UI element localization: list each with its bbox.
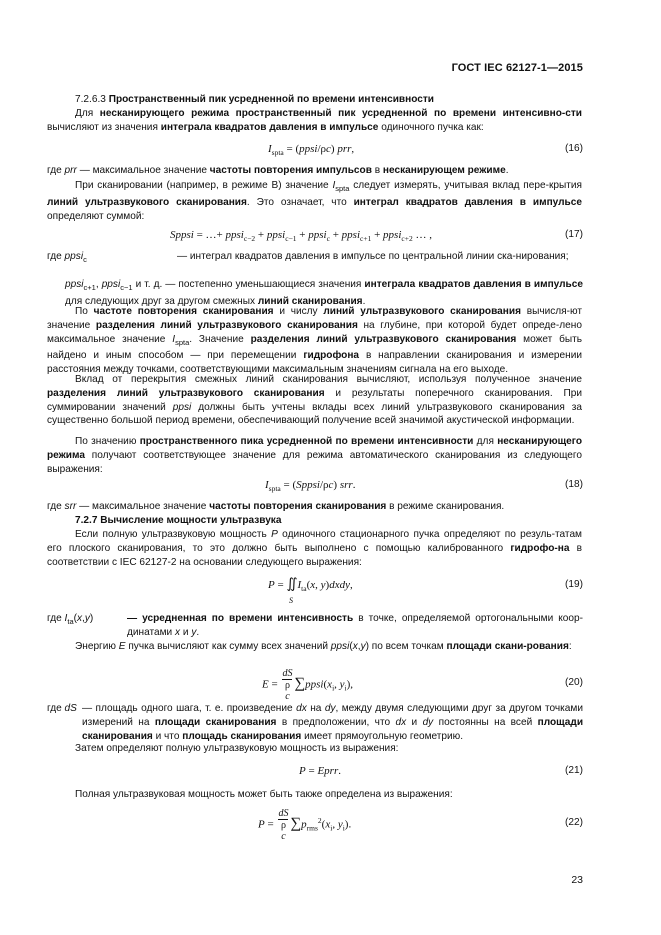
paragraph-7: Энергию E пучка вычисляют как сумму всех значений ppsi(x,y) по всем точкам площади скани-рования: — [75, 641, 572, 652]
definition-20-text: — площадь одного шага, т. е. произведение dx на dy, между двумя следующими друг за другом точками измерений на площади сканирования в предположении, что dx и dy постоянны на всей площади сканирования и что площадь сканирования имеет прямоугольную геометрию. — [82, 703, 584, 742]
definition-19-text: — усредненная по времени интенсивность в точке, определяемой ортогональными коор-динатами x и y. — [127, 613, 584, 638]
paragraph-3: По частоте повторения сканирования и числу линий ультразвукового сканирования вычисля-ют значение разделения линий ультразвукового сканирования на глубине, при которой будет опреде-лено максимальное значение $I_{spta}$. Значение разделения линий ультразвукового сканирования может быть найдено и иным способом — при перемещении гидрофона в направлении сканирования и измерении расстояния между точками, соответствующими максимальным значениям сигнала на его выходе. — [47, 306, 583, 376]
equation-19-number: (19) — [565, 579, 583, 590]
paragraph-9: Полная ультразвуковая мощность может быть также определена из выражения: — [75, 789, 453, 800]
definition-17a-text: — интеграл квадратов давления в импульсе по центральной линии ска-нирования; — [177, 251, 569, 262]
definition-17a-symbol: где ppsi$_c$ — [47, 251, 87, 265]
equation-22-number: (22) — [565, 817, 583, 828]
paragraph-8: Затем определяют полную ультразвуковую мощность из выражения: — [75, 743, 399, 754]
definition-18: где srr — максимальное значение частоты повторения сканирования в режиме сканирования. — [47, 501, 505, 512]
equation-17-number: (17) — [565, 229, 583, 240]
section-7263-heading: 7.2.6.3 Пространственный пик усредненной по времени интенсивности — [75, 94, 435, 105]
section-727-heading: 7.2.7 Вычисление мощности ультразвука — [75, 515, 282, 526]
definition-19-symbol: где $I_{ta}(x,y)$ — [47, 613, 94, 627]
equation-16-number: (16) — [565, 143, 583, 154]
paragraph-4: Вклад от перекрытия смежных линий сканирования вычисляют, используя полученное значение разделения линий ультразвукового сканирования и результаты поперечного сканирования. При суммировании значений ppsi должны быть учтены вклады всех линий ультразвукового сканирования за существенно большой период времени, обеспечивающий получение всей значимой акустической информации. — [47, 374, 583, 427]
equation-20-number: (20) — [565, 677, 583, 688]
standard-header: ГОСТ IEC 62127-1—2015 — [451, 62, 583, 74]
definition-16: где prr — максимальное значение частоты повторения импульсов в несканирующем режиме. — [47, 165, 509, 176]
equation-21-number: (21) — [565, 765, 583, 776]
definition-20-symbol: где dS — [47, 703, 77, 714]
paragraph-1: Для несканирующего режима пространственный пик усредненной по времени интенсивно-сти вычисляют из значения интеграла квадратов давления в импульсе одиночного пучка как: — [47, 108, 582, 133]
document-page: ГОСТ IEC 62127-1—2015 7.2.6.3 Пространственный пик усредненной по времени интенсивности Для несканирующего режима пространственный пик усредненной по времени интенсивно-сти вычисляют из значения интеграла квадратов давления в импульсе одиночного пучка как: $I_{spta}$ = (ppsi/ρc) prr, (16) где prr — максимальное значение частоты повторения импульсов в несканирующем режиме. При сканировании (например, в режиме B) значение $I_{spta}$ следует измерять, учитывая вклад пере-крытия линий ультразвукового сканирования. Это означает, что интеграл квадратов давления в импульсе определяют суммой: Sppsi = …+ ppsi$_{c-2}$ + ppsi$_{c-1}$ + ppsi$_c$ + ppsi$_{c+1}$ + ppsi$_{c+2}$ … , (17) где ppsi$_c$ — интеграл квадратов давления в импульсе по центральной линии ска-нирования; ppsi$_{c+1}$, ppsi$_{c-1}$ и т. д. — постепенно уменьшающиеся значения интеграла квадратов давления в импульсе для следующих друг за другом смежных линий сканирования. По частоте повторения сканирования и числу линий ультразвукового сканирования вычисля-ют значение разделения линий ультразвукового сканирования на глубине, при которой будет опреде-лено максимальное значение $I_{spta}$. Значение разделения линий ультразвукового сканирования может быть найдено и иным способом — при перемещении гидрофона в направлении сканирования и измерении расстояния между точками, соответствующими максимальным значениям сигнала на его выходе. Вклад от перекрытия смежных линий сканирования вычисляют, используя полученное значение разделения линий ультразвукового сканирования и результаты поперечного сканирования. При суммировании значений ppsi должны быть учтены вклады всех линий ультразвукового сканирования за существенно большой период времени, обеспечивающий получение всей значимой акустической информации. По значению пространственного пика усредненной по времени интенсивности для несканирующего режима получают соответствующее значение для режима автоматического сканирования из следующего выражения: $I_{spta}$ = (Sppsi/ρc) srr. (18) где srr — максимальное значение частоты повторения сканирования в режиме сканирования. 7.2.7 Вычисление мощности ультразвука Если полную ультразвуковую мощность P одиночного стационарного пучка определяют по резуль-татам его плоского сканирования, то это должно быть выполнено с помощью калиброванного гидрофо-на в соответствии с IEC 62127-2 на основании следующего выражения: $P = ∬I_{ta}(x$, y)dxdy, S (19) где $I_{ta}(x,y)$ — усредненная по времени интенсивность в точке, определяемой ортогональными коор-динатами x и y. Энергию E пучка вычисляют как сумму всех значений ppsi(x,y) по всем точкам площади скани-рования: E = dS ρ c $\sum ppsi(x_i$, $y_i$), (20) где dS — площадь одного шага, т. е. произведение dx на dy, между двумя следующими друг за другом точками измерений на площади сканирования в предположении, что dx и dy постоянны на всей площади сканирования и что площадь сканирования имеет прямоугольную геометрию. Затем определяют полную ультразвуковую мощность из выражения: P = Eprr. (21) Полная ультразвуковая мощность может быть также определена из выражения: P = dS ρ c $\sum p_{rms}^2(x_i$, $y_i$). (22) 23 — [47, 62, 584, 886]
section-7263-title: Пространственный пик усредненной по времени интенсивности — [108, 94, 435, 105]
equation-18-number: (18) — [565, 479, 583, 490]
definition-17b: ppsi$_{c+1}$, ppsi$_{c-1}$ и т. д. — постепенно уменьшающиеся значения интеграла квадратов давления в импульсе для следующих друг за другом смежных линий сканирования. — [65, 279, 583, 307]
paragraph-2: При сканировании (например, в режиме B) значение $I_{spta}$ следует измерять, учитывая вклад пере-крытия линий ультразвукового сканирования. Это означает, что интеграл квадратов давления в импульсе определяют суммой: — [47, 180, 582, 222]
paragraph-5: По значению пространственного пика усредненной по времени интенсивности для несканирующего режима получают соответствующее значение для режима автоматического сканирования из следующего выражения: — [47, 436, 582, 475]
paragraph-6: Если полную ультразвуковую мощность P одиночного стационарного пучка определяют по резуль-татам его плоского сканирования, то это должно быть выполнено с помощью калиброванного гидрофо-на в соответствии с IEC 62127-2 на основании следующего выражения: — [47, 529, 582, 568]
page-number: 23 — [571, 874, 583, 886]
